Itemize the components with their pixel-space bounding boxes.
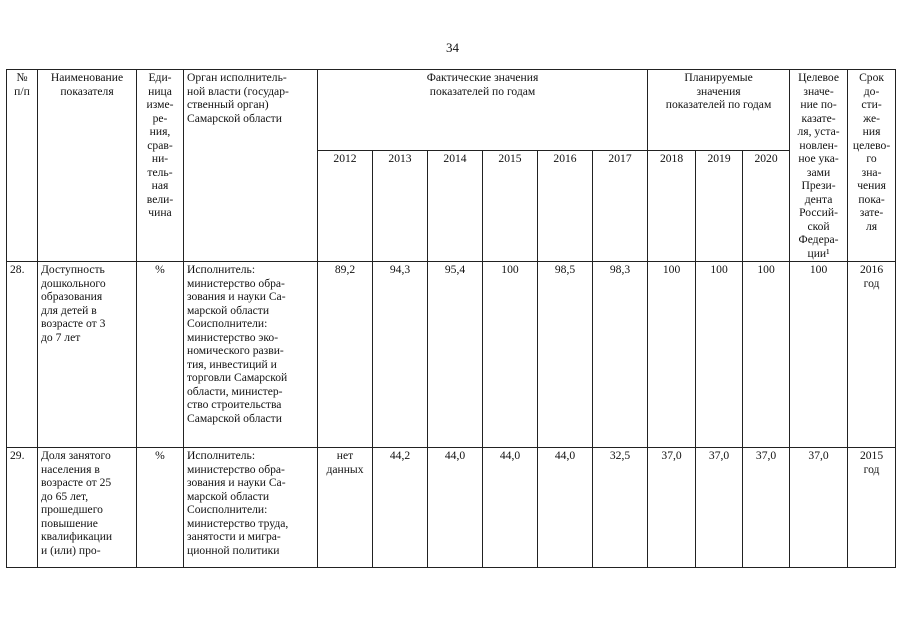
value-cell: 100 xyxy=(483,262,538,448)
header-target-value: Целевое значе- ние по- казате- ля, уста- новлен- ное ука- зами Прези- дента Россий- ской Федера- ции¹ xyxy=(790,70,848,262)
value-cell: 44,0 xyxy=(538,448,593,568)
organ-cell: Исполнитель: министерство обра- зования и науки Са- марской области Соисполнители: министерство эко- номического разви- тия, инвестиций и торговли Самарской области, министер- ство строительства Самарской области xyxy=(184,262,318,448)
header-num: № п/п xyxy=(7,70,38,262)
row-number: 29. xyxy=(7,448,38,568)
year-header: 2019 xyxy=(696,151,743,262)
year-header: 2018 xyxy=(648,151,696,262)
year-header: 2016 xyxy=(538,151,593,262)
value-cell: 100 xyxy=(743,262,790,448)
value-cell: 32,5 xyxy=(593,448,648,568)
year-header: 2017 xyxy=(593,151,648,262)
header-deadline: Срок до- сти- же- ния целево- го зна- чения пока- зате- ля xyxy=(848,70,896,262)
year-header: 2012 xyxy=(318,151,373,262)
page-number: 34 xyxy=(446,40,459,55)
value-cell: 100 xyxy=(696,262,743,448)
header-actual-values: Фактические значения показателей по годам xyxy=(318,70,648,151)
target-cell: 100 xyxy=(790,262,848,448)
year-header: 2013 xyxy=(373,151,428,262)
deadline-cell: 2015 год xyxy=(848,448,896,568)
value-cell: 94,3 xyxy=(373,262,428,448)
table-row xyxy=(7,448,896,568)
indicators-table xyxy=(6,69,896,568)
header-planned-values: Планируемые значения показателей по годам xyxy=(648,70,790,151)
value-cell: нет данных xyxy=(318,448,373,568)
value-cell: 44,0 xyxy=(483,448,538,568)
deadline-cell: 2016 год xyxy=(848,262,896,448)
unit-cell: % xyxy=(137,448,184,568)
table-row xyxy=(7,262,896,448)
year-header: 2015 xyxy=(483,151,538,262)
indicator-name: Доля занятого населения в возрасте от 25 до 65 лет, прошедшего повышение квалификации и (или) про- xyxy=(38,448,137,568)
value-cell: 89,2 xyxy=(318,262,373,448)
value-cell: 98,5 xyxy=(538,262,593,448)
organ-cell: Исполнитель: министерство обра- зования и науки Са- марской области Соисполнители: министерство труда, занятости и мигра- ционной политики xyxy=(184,448,318,568)
header-name: Наименование показателя xyxy=(38,70,137,262)
value-cell: 37,0 xyxy=(648,448,696,568)
value-cell: 44,0 xyxy=(428,448,483,568)
year-header: 2014 xyxy=(428,151,483,262)
header-unit: Еди- ница изме- ре- ния, срав- ни- тель- ная вели- чина xyxy=(137,70,184,262)
value-cell: 37,0 xyxy=(743,448,790,568)
target-cell: 37,0 xyxy=(790,448,848,568)
value-cell: 44,2 xyxy=(373,448,428,568)
year-header: 2020 xyxy=(743,151,790,262)
value-cell: 95,4 xyxy=(428,262,483,448)
value-cell: 98,3 xyxy=(593,262,648,448)
row-number: 28. xyxy=(7,262,38,448)
header-organ: Орган исполнитель- ной власти (государ- ственный орган) Самарской области xyxy=(184,70,318,262)
value-cell: 37,0 xyxy=(696,448,743,568)
value-cell: 100 xyxy=(648,262,696,448)
unit-cell: % xyxy=(137,262,184,448)
indicator-name: Доступность дошкольного образования для детей в возрасте от 3 до 7 лет xyxy=(38,262,137,448)
